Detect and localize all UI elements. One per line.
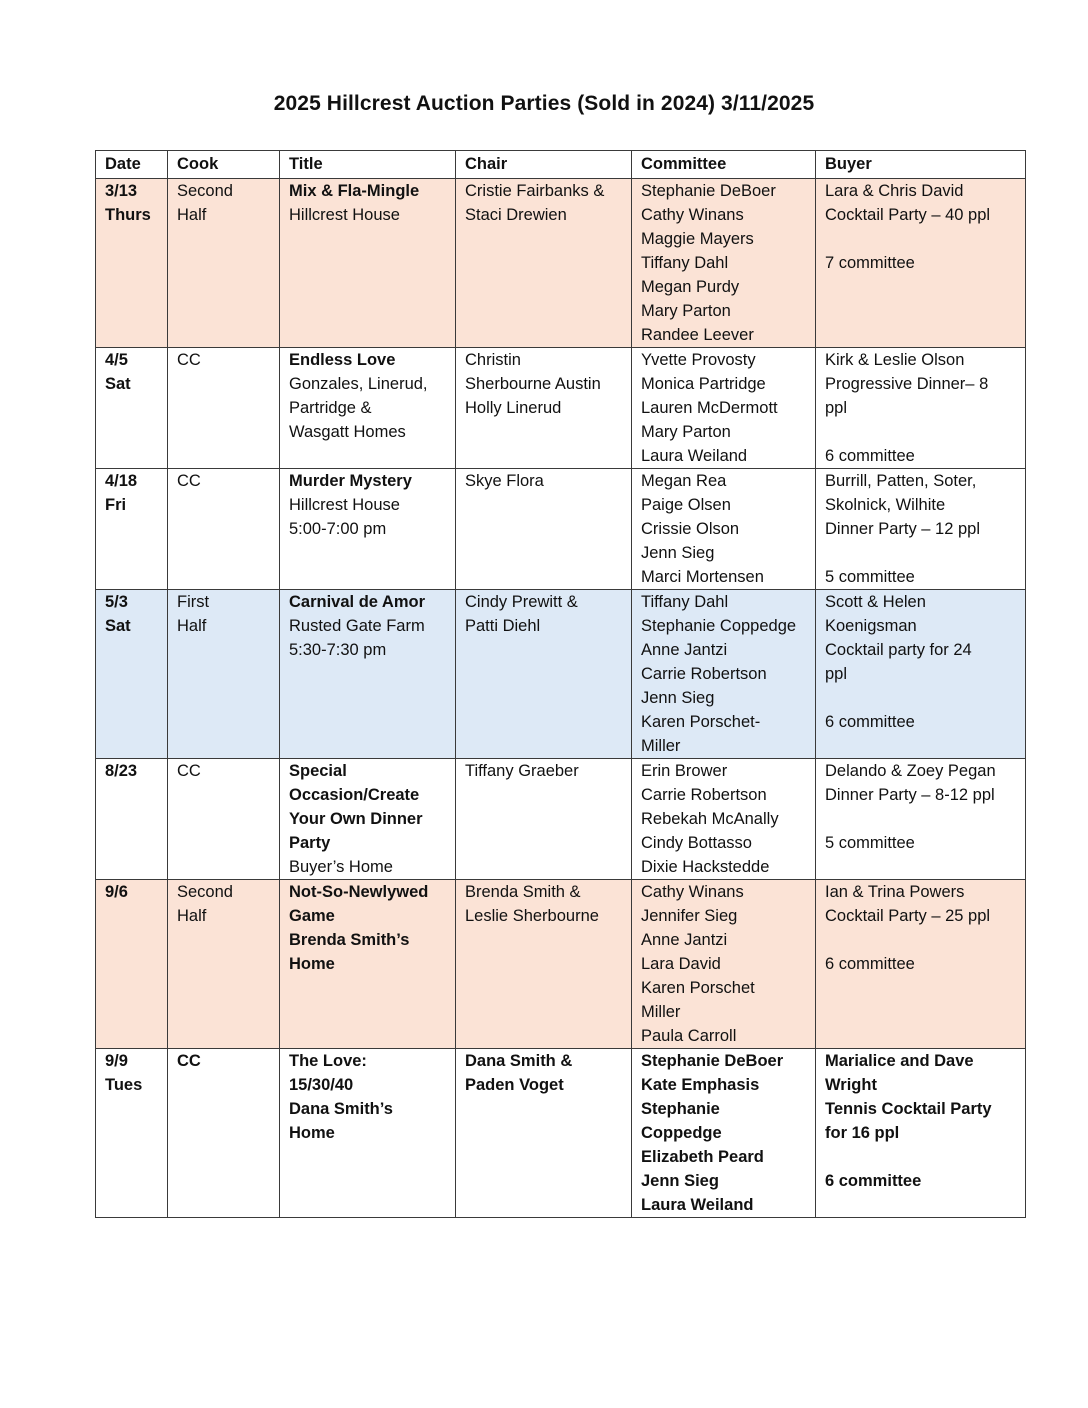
cook-line: Second (177, 182, 233, 200)
committee-cell (632, 348, 816, 469)
column-header-cook: Cook (168, 151, 280, 179)
committee-member: Elizabeth Peard (641, 1148, 764, 1166)
committee-cell (632, 469, 816, 590)
date-cell (96, 880, 168, 1049)
buyer-line: ppl (825, 399, 848, 417)
committee-member: Stephanie Coppedge (641, 617, 797, 635)
buyer-line: 7 committee (825, 254, 915, 272)
buyer-line: Dinner Party – 12 ppl (825, 520, 981, 538)
buyer-line: Cocktail party for 24 (825, 641, 972, 659)
cook-line: Half (177, 907, 207, 925)
party-name: Carnival de Amor (289, 593, 426, 611)
table-row (96, 759, 1026, 880)
buyer-line: Lara & Chris David (825, 182, 964, 200)
committee-member: Anne Jantzi (641, 641, 728, 659)
buyer-line: Dinner Party – 8-12 ppl (825, 786, 995, 804)
committee-member: Jenn Sieg (641, 689, 715, 707)
chair-line: Skye Flora (465, 472, 544, 490)
buyer-line: 6 committee (825, 1172, 922, 1190)
table-row (96, 880, 1026, 1049)
title-cell (280, 759, 456, 880)
title-cell (280, 469, 456, 590)
committee-member: Erin Brower (641, 762, 728, 780)
date-line: Sat (105, 617, 131, 635)
committee-member: Stephanie DeBoer (641, 1052, 784, 1070)
buyer-line: Kirk & Leslie Olson (825, 351, 965, 369)
page-title: 2025 Hillcrest Auction Parties (Sold in 2024) 3/11/2025 (273, 92, 815, 115)
committee-member: Tiffany Dahl (641, 254, 729, 272)
chair-line: Paden Voget (465, 1076, 564, 1094)
date-cell (96, 469, 168, 590)
buyer-line: Cocktail Party – 40 ppl (825, 206, 991, 224)
buyer-cell (816, 759, 1026, 880)
date-line: 5/3 (105, 593, 128, 611)
buyer-line: Tennis Cocktail Party (825, 1100, 992, 1118)
buyer-line (825, 1145, 1025, 1169)
committee-member: Monica Partridge (641, 375, 766, 393)
party-name: Party (289, 834, 331, 852)
title-line: Home (289, 1124, 335, 1142)
title-cell (280, 590, 456, 759)
buyer-line: Scott & Helen (825, 593, 926, 611)
title-cell (280, 348, 456, 469)
committee-member: Kate Emphasis (641, 1076, 760, 1094)
party-name: Not-So-Newlywed (289, 883, 429, 901)
party-name: Game (289, 907, 335, 925)
date-cell (96, 179, 168, 348)
committee-member: Megan Purdy (641, 278, 740, 296)
date-cell (96, 759, 168, 880)
committee-member: Randee Leever (641, 326, 754, 344)
committee-member: Jenn Sieg (641, 1172, 719, 1190)
date-cell (96, 1049, 168, 1218)
buyer-line: 5 committee (825, 834, 915, 852)
committee-member: Miller (641, 737, 681, 755)
cook-cell (168, 590, 280, 759)
cook-line: Half (177, 206, 207, 224)
chair-line: Brenda Smith & (465, 883, 581, 901)
party-name: Special (289, 762, 347, 780)
table-header-row (96, 151, 1026, 179)
buyer-line (825, 420, 1025, 444)
cook-line: First (177, 593, 210, 611)
buyer-line: 6 committee (825, 713, 915, 731)
cook-cell (168, 469, 280, 590)
buyer-cell (816, 1049, 1026, 1218)
title-line: Hillcrest House (289, 206, 400, 224)
committee-cell (632, 759, 816, 880)
cook-cell (168, 179, 280, 348)
party-name: 15/30/40 (289, 1076, 354, 1094)
buyer-line: Burrill, Patten, Soter, (825, 472, 977, 490)
committee-member: Maggie Mayers (641, 230, 754, 248)
table-row (96, 348, 1026, 469)
buyer-line (825, 541, 1025, 565)
committee-member: Laura Weiland (641, 447, 748, 465)
committee-member: Carrie Robertson (641, 786, 767, 804)
title-cell (280, 179, 456, 348)
chair-line: Staci Drewien (465, 206, 567, 224)
auction-parties-table (95, 150, 1026, 1218)
table-row (96, 179, 1026, 348)
committee-member: Tiffany Dahl (641, 593, 729, 611)
committee-member: Jennifer Sieg (641, 907, 738, 925)
cook-line: CC (177, 1052, 201, 1070)
committee-member: Lauren McDermott (641, 399, 778, 417)
committee-member: Stephanie DeBoer (641, 182, 776, 200)
buyer-line: ppl (825, 665, 848, 683)
party-name: Murder Mystery (289, 472, 412, 490)
committee-member: Yvette Provosty (641, 351, 756, 369)
buyer-line: Ian & Trina Powers (825, 883, 965, 901)
buyer-cell (816, 348, 1026, 469)
party-name: The Love: (289, 1052, 367, 1070)
cook-line: Half (177, 617, 207, 635)
date-line: Thurs (105, 206, 151, 224)
title-line: Hillcrest House (289, 496, 400, 514)
buyer-line: Delando & Zoey Pegan (825, 762, 996, 780)
cook-line: Second (177, 883, 233, 901)
party-name: Occasion/Create (289, 786, 420, 804)
chair-cell (456, 759, 632, 880)
chair-cell (456, 469, 632, 590)
column-header-date: Date (96, 151, 168, 179)
chair-cell (456, 590, 632, 759)
column-header-committee: Committee (632, 151, 816, 179)
committee-member: Lara David (641, 955, 721, 973)
cook-line: CC (177, 472, 201, 490)
chair-line: Leslie Sherbourne (465, 907, 599, 925)
date-line: 4/5 (105, 351, 128, 369)
committee-cell (632, 179, 816, 348)
table-row (96, 469, 1026, 590)
title-line: Buyer’s Home (289, 858, 393, 876)
title-line: 5:00-7:00 pm (289, 520, 387, 538)
date-line: Sat (105, 375, 131, 393)
chair-line: Holly Linerud (465, 399, 562, 417)
committee-member: Rebekah McAnally (641, 810, 779, 828)
title-line: 5:30-7:30 pm (289, 641, 387, 659)
buyer-line: Marialice and Dave (825, 1052, 974, 1070)
date-line: 8/23 (105, 762, 138, 780)
committee-member: Cindy Bottasso (641, 834, 752, 852)
chair-line: Dana Smith & (465, 1052, 573, 1070)
chair-cell (456, 348, 632, 469)
buyer-line (825, 686, 1025, 710)
committee-member: Carrie Robertson (641, 665, 767, 683)
committee-member: Dixie Hackstedde (641, 858, 770, 876)
committee-member: Miller (641, 1003, 681, 1021)
committee-cell (632, 590, 816, 759)
buyer-line: 6 committee (825, 447, 915, 465)
committee-member: Jenn Sieg (641, 544, 715, 562)
cook-cell (168, 880, 280, 1049)
chair-line: Cristie Fairbanks & (465, 182, 605, 200)
cook-cell (168, 348, 280, 469)
chair-line: Patti Diehl (465, 617, 541, 635)
table-row (96, 1049, 1026, 1218)
buyer-line: Wright (825, 1076, 877, 1094)
title-line: Dana Smith’s (289, 1100, 393, 1118)
committee-cell (632, 880, 816, 1049)
cook-cell (168, 1049, 280, 1218)
committee-member: Karen Porschet (641, 979, 755, 997)
date-line: 9/9 (105, 1052, 128, 1070)
chair-line: Tiffany Graeber (465, 762, 579, 780)
buyer-cell (816, 880, 1026, 1049)
buyer-line: Skolnick, Wilhite (825, 496, 946, 514)
title-line: Rusted Gate Farm (289, 617, 425, 635)
buyer-line: 5 committee (825, 568, 915, 586)
committee-member: Cathy Winans (641, 883, 744, 901)
committee-member: Cathy Winans (641, 206, 744, 224)
date-line: Fri (105, 496, 127, 514)
buyer-line (825, 807, 1025, 831)
buyer-cell (816, 469, 1026, 590)
buyer-line: Progressive Dinner– 8 (825, 375, 989, 393)
date-line: Tues (105, 1076, 143, 1094)
buyer-line: for 16 ppl (825, 1124, 900, 1142)
buyer-line (825, 227, 1025, 251)
cook-line: CC (177, 762, 201, 780)
party-name: Mix & Fla-Mingle (289, 182, 420, 200)
title-line: Gonzales, Linerud, (289, 375, 428, 393)
buyer-cell (816, 179, 1026, 348)
buyer-line: 6 committee (825, 955, 915, 973)
title-line: Brenda Smith’s (289, 931, 410, 949)
committee-member: Megan Rea (641, 472, 727, 490)
chair-line: Cindy Prewitt & (465, 593, 578, 611)
committee-member: Laura Weiland (641, 1196, 754, 1214)
cook-line: CC (177, 351, 201, 369)
buyer-line (825, 928, 1025, 952)
party-name: Your Own Dinner (289, 810, 423, 828)
date-cell (96, 590, 168, 759)
date-line: 3/13 (105, 182, 138, 200)
chair-cell (456, 179, 632, 348)
committee-member: Mary Parton (641, 302, 731, 320)
chair-cell (456, 880, 632, 1049)
chair-cell (456, 1049, 632, 1218)
committee-member: Paige Olsen (641, 496, 731, 514)
committee-cell (632, 1049, 816, 1218)
committee-member: Anne Jantzi (641, 931, 728, 949)
column-header-title: Title (280, 151, 456, 179)
title-cell (280, 880, 456, 1049)
buyer-line: Koenigsman (825, 617, 917, 635)
chair-line: Christin (465, 351, 521, 369)
committee-member: Mary Parton (641, 423, 731, 441)
column-header-buyer: Buyer (816, 151, 1026, 179)
title-line: Wasgatt Homes (289, 423, 406, 441)
buyer-line: Cocktail Party – 25 ppl (825, 907, 991, 925)
column-header-chair: Chair (456, 151, 632, 179)
chair-line: Sherbourne Austin (465, 375, 601, 393)
buyer-cell (816, 590, 1026, 759)
title-cell (280, 1049, 456, 1218)
date-line: 4/18 (105, 472, 138, 490)
committee-member: Crissie Olson (641, 520, 740, 538)
title-line: Home (289, 955, 335, 973)
party-name: Endless Love (289, 351, 396, 369)
committee-member: Marci Mortensen (641, 568, 764, 586)
title-line: Partridge & (289, 399, 372, 417)
date-line: 9/6 (105, 883, 128, 901)
date-cell (96, 348, 168, 469)
committee-member: Paula Carroll (641, 1027, 737, 1045)
committee-member: Stephanie (641, 1100, 720, 1118)
cook-cell (168, 759, 280, 880)
table-row (96, 590, 1026, 759)
committee-member: Karen Porschet- (641, 713, 761, 731)
committee-member: Coppedge (641, 1124, 722, 1142)
